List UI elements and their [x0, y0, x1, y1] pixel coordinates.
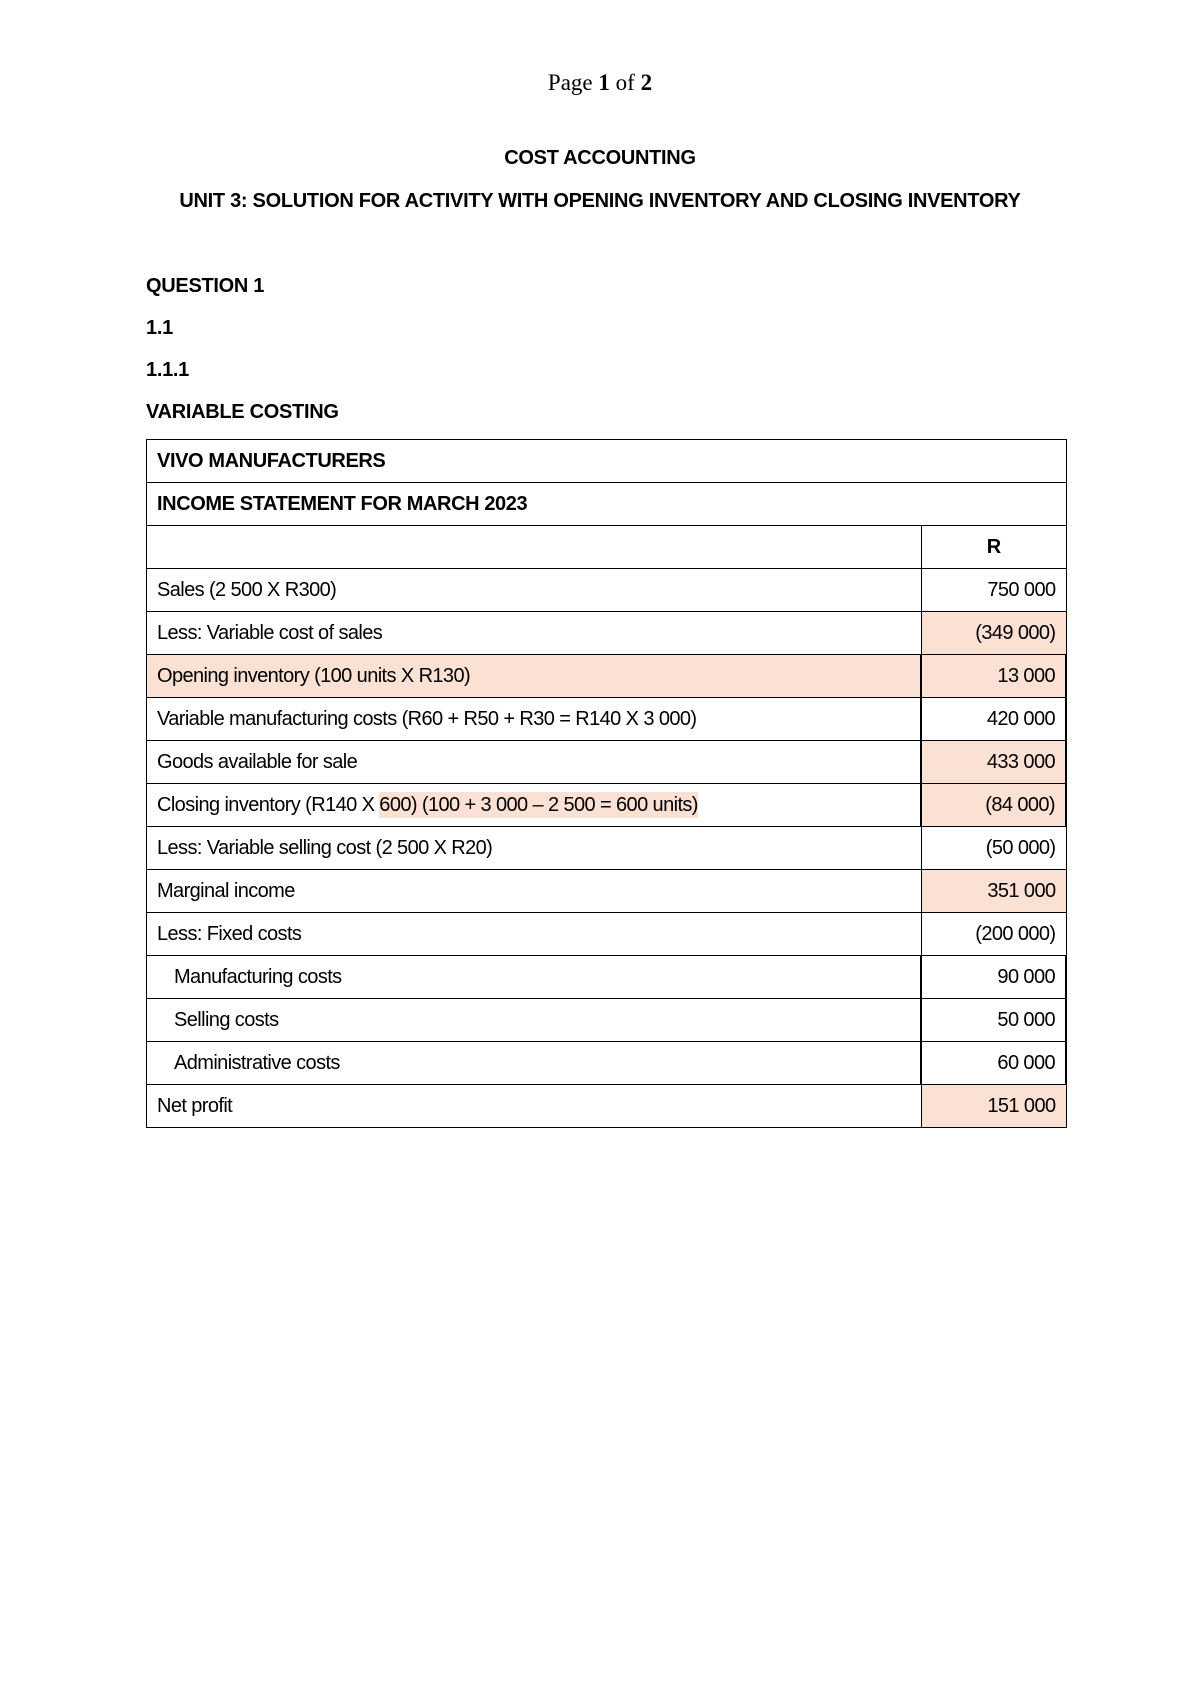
- course-title: COST ACCOUNTING: [504, 147, 696, 169]
- row-desc: Opening inventory (100 units X R130): [147, 655, 922, 698]
- row-desc: Less: Fixed costs: [147, 913, 922, 956]
- table-row: [147, 913, 1067, 956]
- row-amount: 151 000: [921, 1085, 1066, 1128]
- table-row: [147, 999, 1067, 1042]
- page-total: 2: [640, 70, 653, 95]
- row-desc: Manufacturing costs: [147, 956, 922, 999]
- row-desc-part: Closing inventory (R140 X: [157, 793, 380, 816]
- row-amount: 433 000: [921, 741, 1066, 784]
- table-row: [147, 1042, 1067, 1085]
- row-amount: 90 000: [921, 956, 1066, 999]
- page-sep: of: [615, 70, 635, 95]
- row-desc: Less: Variable cost of sales: [147, 612, 922, 655]
- row-desc: Selling costs: [147, 999, 922, 1042]
- row-desc: Goods available for sale: [147, 741, 922, 784]
- row-desc: Net profit: [147, 1085, 922, 1128]
- costing-method-heading: VARIABLE COSTING: [146, 401, 339, 423]
- company-name: VIVO MANUFACTURERS: [147, 440, 1067, 483]
- row-desc: Administrative costs: [147, 1042, 922, 1085]
- blank-header-cell: [147, 526, 922, 569]
- table-row: [147, 741, 1067, 784]
- row-desc: [147, 784, 922, 827]
- table-row: [147, 870, 1067, 913]
- row-desc: Marginal income: [147, 870, 922, 913]
- row-amount: 351 000: [921, 870, 1066, 913]
- row-desc: Sales (2 500 X R300): [147, 569, 922, 612]
- currency-header: R: [921, 526, 1066, 569]
- row-desc: Less: Variable selling cost (2 500 X R20): [147, 827, 922, 870]
- row-amount: 60 000: [921, 1042, 1066, 1085]
- currency-header-row: [147, 526, 1067, 569]
- table-row: [147, 612, 1067, 655]
- row-amount: (84 000): [921, 784, 1066, 827]
- table-row: [147, 784, 1067, 827]
- page-current: 1: [598, 70, 610, 95]
- subquestion-1-1: 1.1: [146, 317, 173, 339]
- page-label: Page: [547, 70, 593, 95]
- row-amount: 420 000: [921, 698, 1066, 741]
- page-indicator: [0, 70, 1200, 96]
- unit-title: UNIT 3: SOLUTION FOR ACTIVITY WITH OPENING INVENTORY AND CLOSING INVENTORY: [179, 190, 1021, 212]
- table-row: [147, 655, 1067, 698]
- row-amount: (50 000): [921, 827, 1066, 870]
- row-amount: (349 000): [921, 612, 1066, 655]
- table-row: [147, 698, 1067, 741]
- table-row: [147, 827, 1067, 870]
- row-amount: 750 000: [921, 569, 1066, 612]
- statement-title-row: [147, 483, 1067, 526]
- table-row: [147, 1085, 1067, 1128]
- question-heading: QUESTION 1: [146, 275, 265, 297]
- row-desc-highlight: 600) (100 + 3 000 – 2 500 = 600 units): [379, 793, 698, 816]
- income-statement-table: [146, 439, 1067, 1128]
- row-amount: 13 000: [921, 655, 1066, 698]
- company-row: [147, 440, 1067, 483]
- row-amount: 50 000: [921, 999, 1066, 1042]
- statement-title: INCOME STATEMENT FOR MARCH 2023: [147, 483, 1067, 526]
- table-row: [147, 956, 1067, 999]
- subquestion-1-1-1: 1.1.1: [146, 359, 189, 381]
- table-row: [147, 569, 1067, 612]
- row-amount: (200 000): [921, 913, 1066, 956]
- row-desc: Variable manufacturing costs (R60 + R50 + R30 = R140 X 3 000): [147, 698, 922, 741]
